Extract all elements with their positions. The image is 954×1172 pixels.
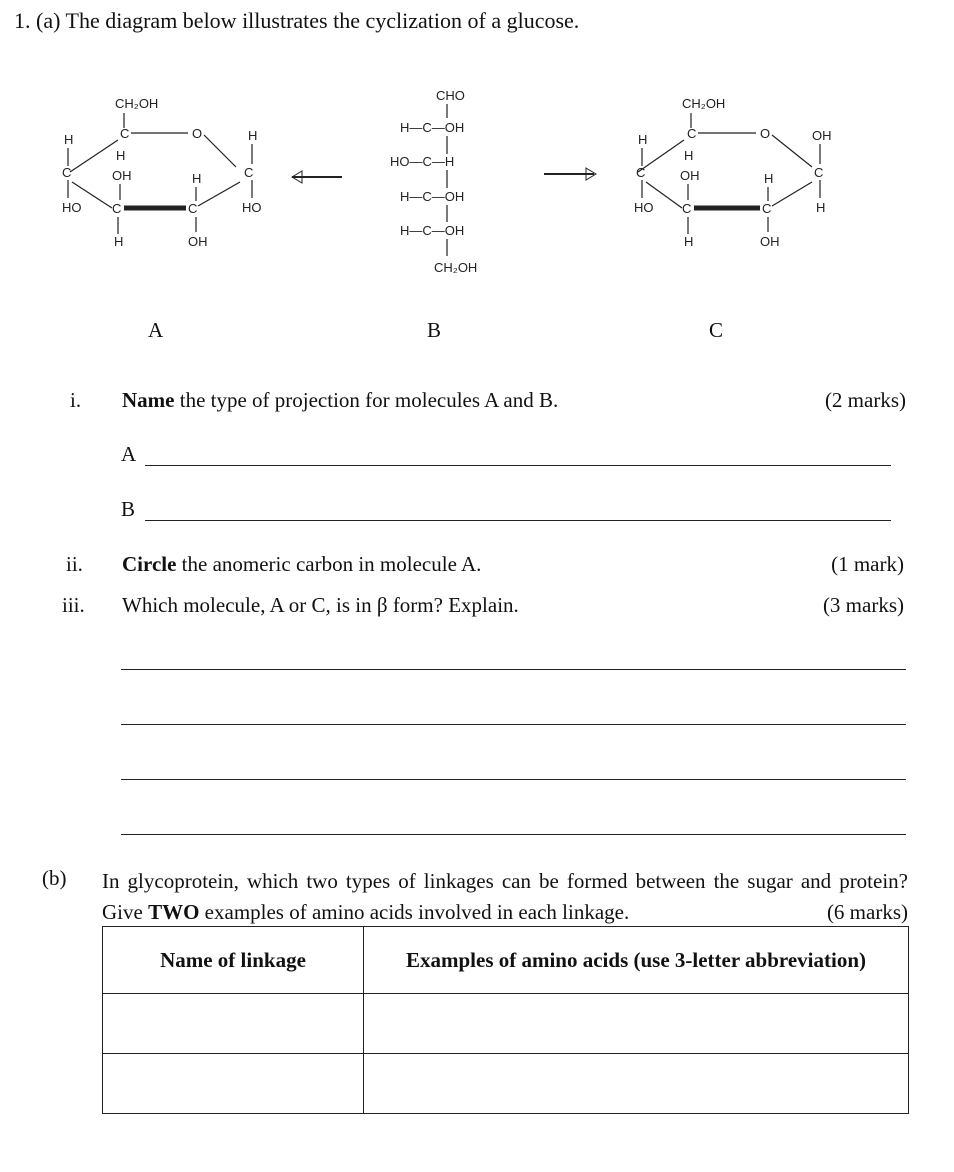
item-ii-question: Circle the anomeric carbon in molecule A.: [122, 552, 482, 576]
table-cell-linkage-1[interactable]: [103, 994, 364, 1054]
mol-c-anomeric-carbon: C: [814, 165, 824, 180]
answer-line-a[interactable]: [145, 465, 891, 466]
table-row: [103, 1054, 909, 1114]
part-b-marks: (6 marks): [826, 900, 908, 924]
svg-text:C: C: [636, 165, 646, 180]
svg-text:OH: OH: [188, 234, 208, 249]
svg-text:HO: HO: [634, 200, 654, 215]
svg-text:H: H: [816, 200, 826, 215]
svg-text:OH: OH: [112, 168, 132, 183]
svg-text:OH: OH: [680, 168, 700, 183]
item-i-marks: (2 marks): [824, 388, 906, 412]
linkage-table: [102, 926, 909, 1114]
svg-text:HO: HO: [242, 200, 262, 215]
svg-text:H: H: [64, 132, 74, 147]
answer-label-a: A: [121, 442, 137, 466]
item-iii-question: Which molecule, A or C, is in β form? Explain.: [122, 593, 519, 617]
table-cell-amino-acids-1[interactable]: [364, 994, 909, 1054]
mol-a-anomeric-carbon: C: [244, 165, 254, 180]
answer-line-iii-3[interactable]: [121, 779, 906, 780]
part-b-question: In glycoprotein, which two types of linkages can be formed between the sugar and protein? Give TWO examples of amino acids involved in each linkage. (6 marks): [102, 866, 908, 928]
mol-a-ch2oh: CH₂OH: [115, 96, 159, 111]
svg-text:HO: HO: [62, 200, 82, 215]
svg-text:H—C—OH: H—C—OH: [400, 223, 465, 238]
item-i-numeral: i.: [70, 388, 82, 412]
svg-text:C: C: [62, 165, 72, 180]
table-row: [103, 994, 909, 1054]
item-i-question: Name the type of projection for molecules A and B.: [122, 388, 559, 412]
svg-text:H: H: [116, 148, 126, 163]
molecule-b: [390, 88, 477, 275]
answer-line-b[interactable]: [145, 520, 891, 521]
mol-c-ch2oh: CH₂OH: [682, 96, 726, 111]
table-cell-amino-acids-2[interactable]: [364, 1054, 909, 1114]
svg-text:OH: OH: [760, 234, 780, 249]
molecule-label-c: C: [709, 318, 724, 342]
mol-c-ring-oxygen: O: [760, 126, 771, 141]
svg-text:C: C: [682, 201, 692, 216]
svg-text:C: C: [188, 201, 198, 216]
molecule-c: [634, 96, 832, 249]
svg-text:HO—C—H: HO—C—H: [390, 154, 455, 169]
svg-text:H: H: [114, 234, 124, 249]
table-cell-linkage-2[interactable]: [103, 1054, 364, 1114]
answer-line-iii-2[interactable]: [121, 724, 906, 725]
mol-a-ring-oxygen: O: [192, 126, 203, 141]
item-ii-numeral: ii.: [66, 552, 83, 576]
svg-text:C: C: [762, 201, 772, 216]
svg-text:C: C: [120, 126, 130, 141]
mol-b-cho: CHO: [436, 88, 465, 103]
svg-text:H: H: [684, 234, 694, 249]
molecule-a: [62, 96, 262, 249]
svg-text:H: H: [638, 132, 648, 147]
svg-text:C: C: [687, 126, 697, 141]
table-header-row: [103, 927, 909, 994]
molecule-label-b: B: [427, 318, 442, 342]
item-iii-numeral: iii.: [62, 593, 85, 617]
item-ii-marks: (1 mark): [831, 552, 904, 576]
svg-text:OH: OH: [812, 128, 832, 143]
part-b-label: (b): [42, 866, 67, 890]
svg-text:H: H: [764, 171, 774, 186]
svg-text:C: C: [112, 201, 122, 216]
answer-line-iii-1[interactable]: [121, 669, 906, 670]
header-name-of-linkage: Name of linkage: [103, 927, 364, 994]
header-examples-amino-acids: Examples of amino acids (use 3-letter abbreviation): [364, 927, 909, 994]
svg-text:H: H: [248, 128, 258, 143]
svg-text:H—C—OH: H—C—OH: [400, 120, 465, 135]
mol-b-ch2oh: CH₂OH: [434, 260, 478, 275]
answer-label-b: B: [121, 497, 136, 521]
molecule-label-a: A: [148, 318, 164, 342]
answer-line-iii-4[interactable]: [121, 834, 906, 835]
svg-text:H—C—OH: H—C—OH: [400, 189, 465, 204]
item-iii-marks: (3 marks): [822, 593, 904, 617]
svg-text:H: H: [684, 148, 694, 163]
svg-text:H: H: [192, 171, 202, 186]
question-title: 1. (a) The diagram below illustrates the cyclization of a glucose.: [14, 8, 580, 33]
glucose-cyclization-diagram: [0, 60, 954, 360]
